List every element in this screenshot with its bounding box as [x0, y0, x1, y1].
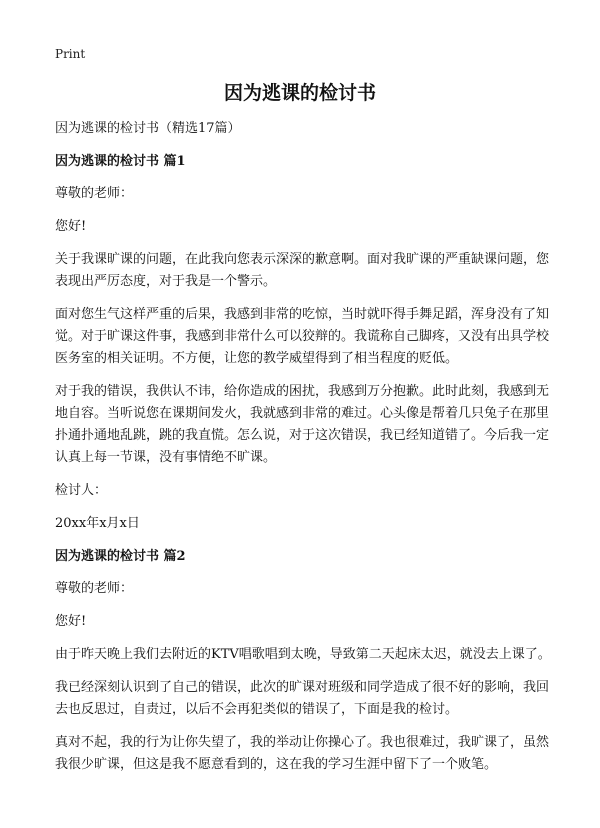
section-1	[55, 151, 555, 535]
body-paragraph: 由于昨天晚上我们去附近的KTV唱歌唱到太晚，导致第二天起床太迟，就没去上课了。	[55, 647, 551, 662]
section-heading: 因为逃课的检讨书 篇1	[55, 154, 186, 169]
section-2	[55, 546, 555, 776]
body-paragraph: 对于我的错误，我供认不讳，给你造成的困扰，我感到万分抱歉。此时此刻，我感到无地自容。当听说您在课期间发火，我就感到非常的难过。心头像是帮着几只兔子在那里扑通扑通地乱跳，跳的我直慌。怎么说，对于这次错误，我已经知道错了。今后我一定认真上每一节课，没有事情绝不旷课。	[55, 384, 550, 465]
body-paragraph: 真对不起，我的行为让你失望了，我的举动让你操心了。我也很难过，我旷课了，虽然我很少旷课，但这是我不愿意看到的，这在我的学习生涯中留下了一个败笔。	[55, 735, 550, 772]
date-line: 20xx年x月x日	[55, 516, 140, 531]
document-intro: 因为逃课的检讨书（精选17篇）	[55, 121, 241, 136]
body-paragraph: 关于我课旷课的问题，在此我向您表示深深的歉意啊。面对我旷课的严重缺课问题，您表现出严厉态度，对于我是一个警示。	[55, 252, 550, 289]
body-paragraph: 面对您生气这样严重的后果，我感到非常的吃惊，当时就吓得手舞足蹈，浑身没有了知觉。对于旷课这件事，我感到非常什么可以狡辩的。我谎称自己脚疼，又没有出具学校医务室的相关证明。不方便，让您的教学威望得到了相当程度的贬低。	[55, 307, 550, 366]
salutation: 尊敬的老师：	[55, 186, 134, 201]
print-link[interactable]: Print	[55, 47, 86, 61]
document-body	[55, 118, 555, 787]
greeting: 您好!	[55, 219, 87, 234]
page-title: 因为逃课的检讨书	[223, 82, 376, 104]
salutation: 尊敬的老师：	[55, 581, 134, 596]
greeting: 您好!	[55, 614, 87, 629]
signature-label: 检讨人：	[55, 483, 108, 498]
section-heading: 因为逃课的检讨书 篇2	[55, 549, 186, 564]
body-paragraph: 我已经深刻认识到了自己的错误，此次的旷课对班级和同学造成了很不好的影响，我回去也反思过，自责过，以后不会再犯类似的错误了，下面是我的检讨。	[55, 680, 550, 717]
